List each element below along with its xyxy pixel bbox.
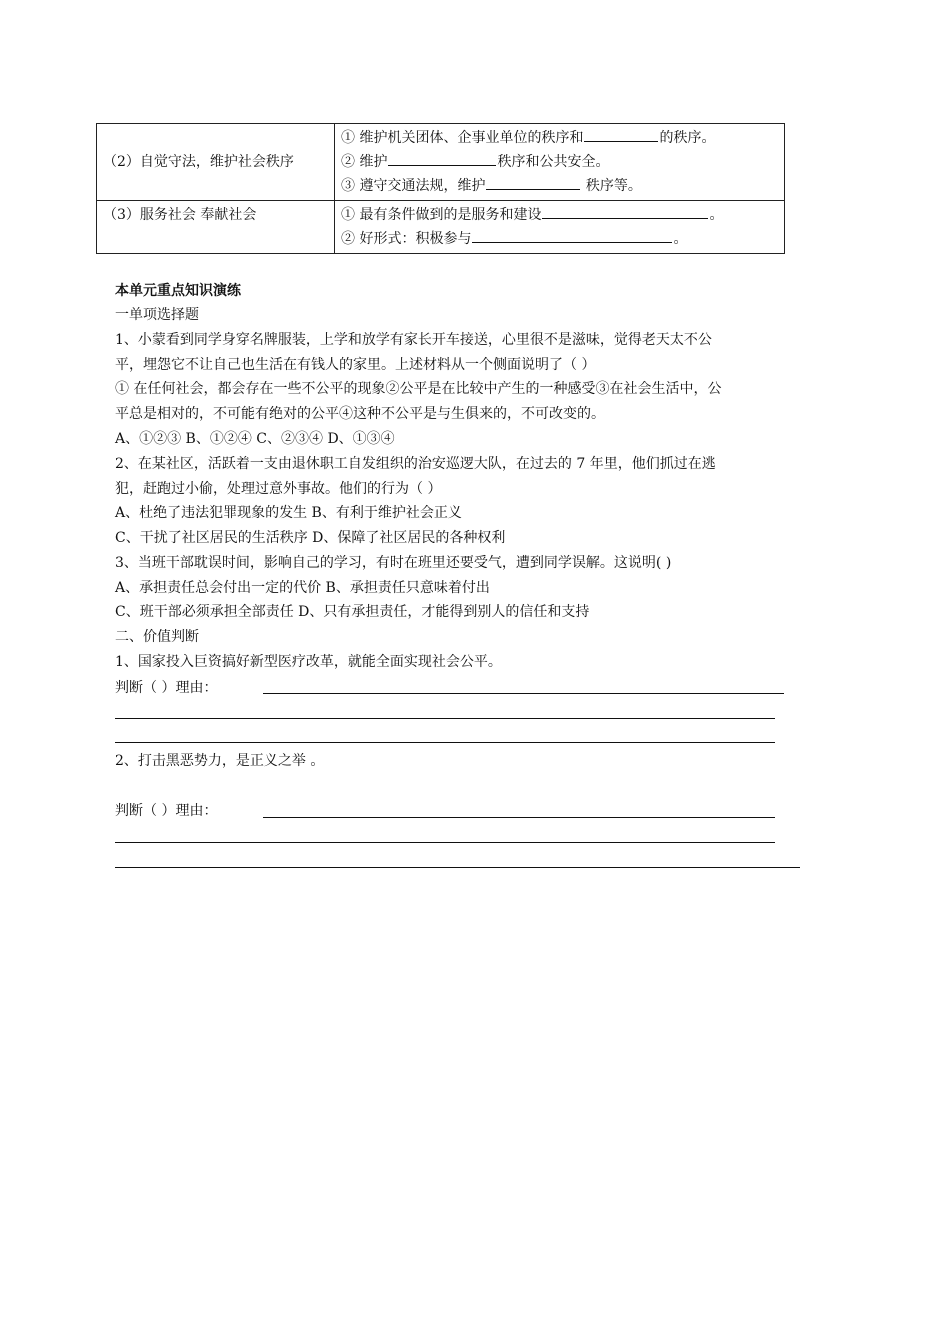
question-text: 2、在某社区，活跃着一支由退休职工自发组织的治安巡逻大队，在过去的 7 年里，他们抓过在逃 bbox=[115, 456, 716, 472]
list-item bbox=[341, 227, 778, 251]
judgement-label: 判断（ ）理由： bbox=[115, 803, 218, 819]
item-text: 。 bbox=[709, 207, 724, 223]
statement-text: ① 在任何社会，都会存在一些不公平的现象②公平是在比较中产生的一种感受③在社会生活中，公 bbox=[115, 381, 722, 397]
section-heading: 本单元重点知识演练 bbox=[115, 283, 241, 299]
answer-line[interactable] bbox=[263, 817, 775, 818]
topic-text: （2）自觉守法，维护社会秩序 bbox=[103, 154, 294, 170]
answer-options: A、杜绝了违法犯罪现象的发生 B、有利于维护社会正义 bbox=[115, 505, 462, 521]
question-text: 1、国家投入巨资搞好新型医疗改革，就能全面实现社会公平。 bbox=[115, 654, 502, 670]
question-text: 犯，赶跑过小偷，处理过意外事故。他们的行为（ ） bbox=[115, 481, 442, 497]
outline-table bbox=[96, 123, 785, 254]
answer-options: C、班干部必须承担全部责任 D、只有承担责任，才能得到别人的信任和支持 bbox=[115, 604, 590, 620]
fill-blank[interactable] bbox=[542, 203, 708, 219]
answer-options: A、①②③ B、①②④ C、②③④ D、①③④ bbox=[115, 431, 395, 447]
fill-blank[interactable] bbox=[486, 174, 580, 190]
item-text: 秩序等。 bbox=[581, 178, 642, 194]
item-text: ② 维护 bbox=[341, 154, 388, 170]
answer-options: A、承担责任总会付出一定的代价 B、承担责任只意味着付出 bbox=[115, 580, 490, 596]
list-item bbox=[341, 203, 778, 227]
content-cell bbox=[335, 201, 785, 254]
answer-options: C、干扰了社区居民的生活秩序 D、保障了社区居民的各种权利 bbox=[115, 530, 506, 546]
answer-line[interactable] bbox=[263, 693, 784, 694]
judgement-label: 判断（ ）理由： bbox=[115, 680, 218, 696]
answer-line[interactable] bbox=[115, 842, 775, 843]
section-title: 二、价值判断 bbox=[115, 629, 199, 645]
table-row bbox=[97, 201, 785, 254]
item-text: ② 好形式：积极参与 bbox=[341, 231, 472, 247]
fill-blank[interactable] bbox=[388, 150, 496, 166]
item-text: 秩序和公共安全。 bbox=[497, 154, 610, 170]
topic-cell bbox=[97, 124, 335, 201]
fill-blank[interactable] bbox=[584, 126, 658, 142]
item-text: ① 最有条件做到的是服务和建设 bbox=[341, 207, 542, 223]
question-text: 1、小蒙看到同学身穿名牌服装，上学和放学有家长开车接送，心里很不是滋味，觉得老天太不公 bbox=[115, 332, 712, 348]
list-item bbox=[341, 174, 778, 198]
question-text: 3、当班干部耽误时间，影响自己的学习，有时在班里还要受气，遭到同学误解。这说明( ) bbox=[115, 555, 672, 571]
item-text: 。 bbox=[673, 231, 688, 247]
section-title: 一单项选择题 bbox=[115, 307, 199, 323]
question-text: 平，埋怨它不让自己也生活在有钱人的家里。上述材料从一个侧面说明了（ ） bbox=[115, 357, 596, 373]
item-text: 的秩序。 bbox=[659, 130, 716, 146]
question-text: 2、打击黑恶势力，是正义之举 。 bbox=[115, 753, 325, 769]
answer-line[interactable] bbox=[115, 867, 800, 868]
topic-cell bbox=[97, 201, 335, 254]
item-text: ③ 遵守交通法规，维护 bbox=[341, 178, 486, 194]
list-item bbox=[341, 126, 778, 150]
answer-line[interactable] bbox=[115, 718, 775, 719]
item-text: ① 维护机关团体、企事业单位的秩序和 bbox=[341, 130, 584, 146]
topic-text: （3）服务社会 奉献社会 bbox=[103, 207, 257, 223]
fill-blank[interactable] bbox=[472, 227, 672, 243]
answer-line[interactable] bbox=[115, 742, 775, 743]
statement-text: 平总是相对的，不可能有绝对的公平④这种不公平是与生俱来的，不可改变的。 bbox=[115, 406, 605, 422]
content-cell bbox=[335, 124, 785, 201]
list-item bbox=[341, 150, 778, 174]
table-row bbox=[97, 124, 785, 201]
